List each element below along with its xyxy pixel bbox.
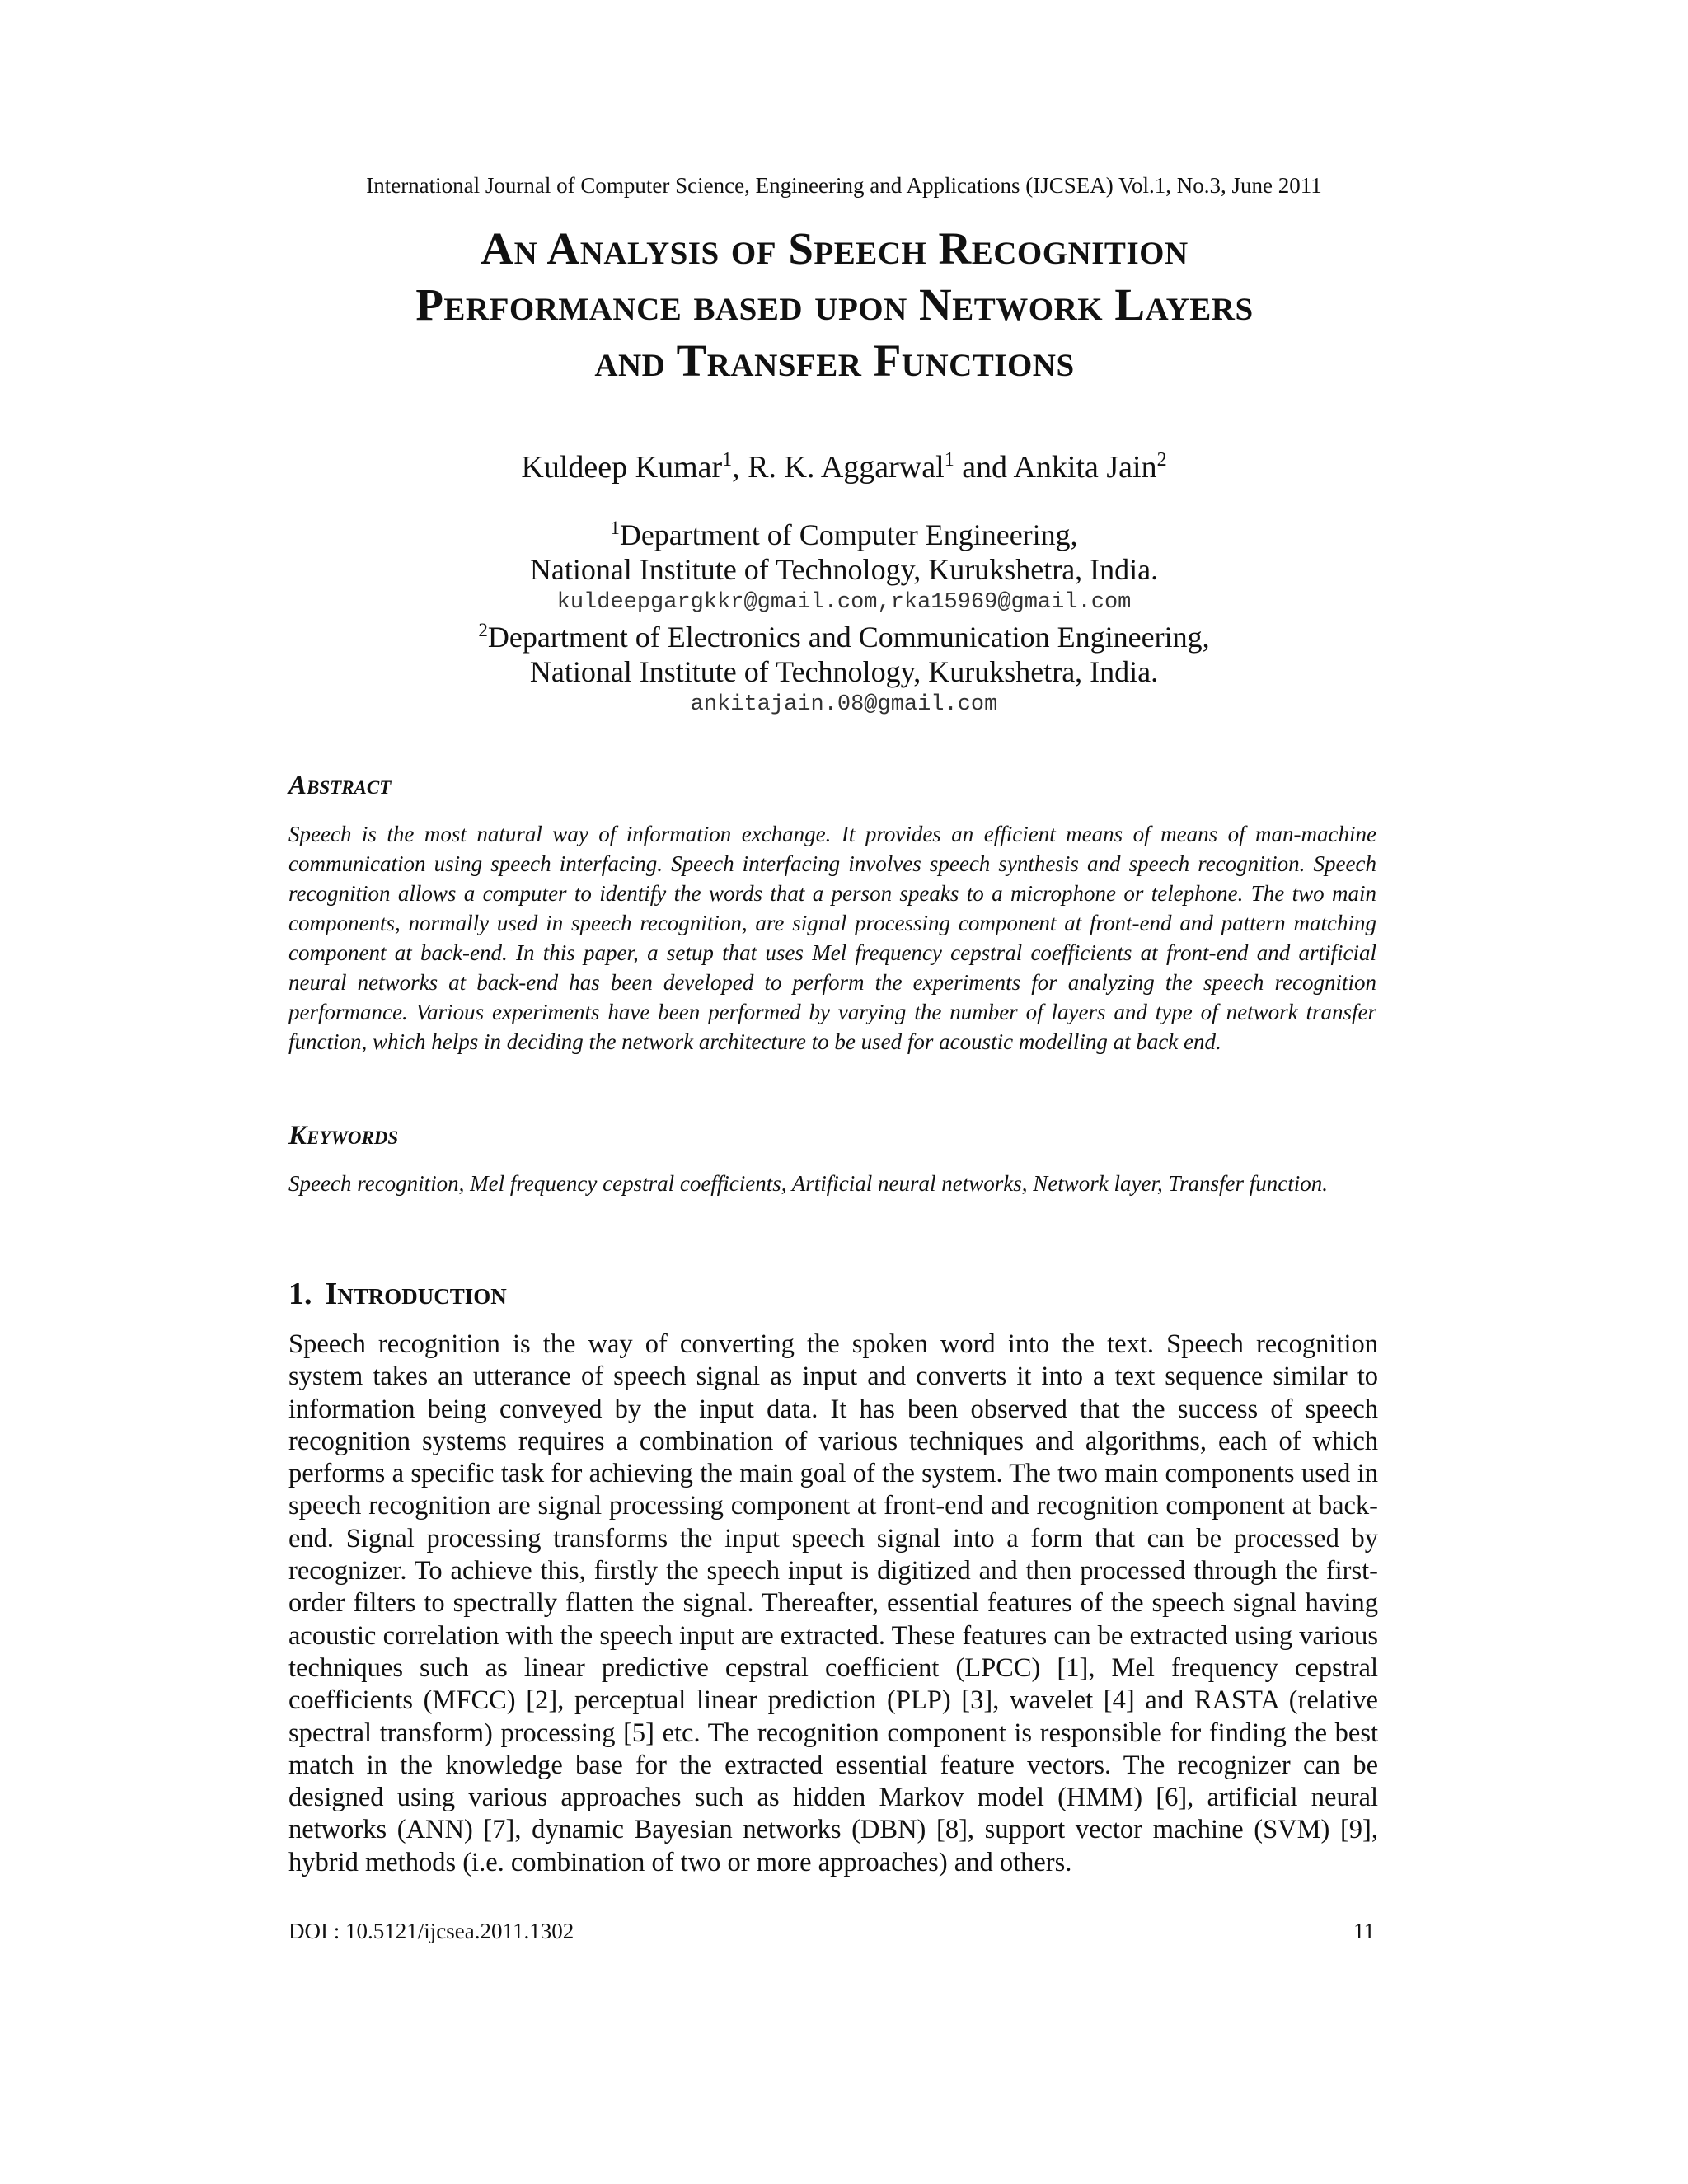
section-number: 1.	[288, 1277, 312, 1311]
paper-title	[247, 221, 1422, 389]
keywords-text: Speech recognition, Mel frequency cepstral coefficients, Artificial neural networks, Network layer, Transfer function.	[288, 1171, 1329, 1196]
author-name: R. K. Aggarwal	[748, 450, 945, 485]
journal-running-header: International Journal of Computer Science, Engineering and Applications (IJCSEA) Vol.1, No.3, June 2011	[366, 173, 1322, 198]
title-line-1: An Analysis of Speech Recognition	[481, 223, 1189, 274]
author-separator: and	[954, 450, 1014, 485]
author-affiliation-mark: 2	[1156, 449, 1167, 471]
affiliation-department: $^1$Department of Computer Engineering,	[610, 518, 1078, 551]
affiliation-1	[0, 518, 1688, 618]
affiliation-2	[0, 620, 1688, 720]
introduction-paragraph: Speech recognition is the way of converting the spoken word into the text. Speech recognition system takes an utterance of speech signal as input and converts it into a text sequence similar to information being conveyed by the input data. It has been observed that the success of speech recognition systems requires a combination of various techniques and algorithms, each of which performs a specific task for achieving the main goal of the system. The two main components used in speech recognition are signal processing component at front-end and recognition component at back-end. Signal processing transforms the input speech signal into a form that can be processed by recognizer. To achieve this, firstly the speech input is digitized and then processed through the first-order filters to spectrally flatten the signal. Thereafter, essential features of the speech signal having acoustic correlation with the speech input are extracted. These features can be extracted using various techniques such as linear predictive cepstral coefficient (LPCC) [1], Mel frequency cepstral coefficients (MFCC) [2], perceptual linear prediction (PLP) [3], wavelet [4] and RASTA (relative spectral transform) processing [5] etc. The recognition component is responsible for finding the best match in the knowledge base for the extracted essential feature vectors. The recognizer can be designed using various approaches such as hidden Markov model (HMM) [6], artificial neural networks (ANN) [7], dynamic Bayesian networks (DBN) [8], support vector machine (SVM) [9], hybrid methods (i.e. combination of two or more approaches) and others.	[288, 1329, 1378, 1877]
section-heading-introduction	[288, 1276, 507, 1312]
title-line-3: and Transfer Functions	[594, 335, 1075, 386]
author-emails[interactable]: ankitajain.08@gmail.com	[690, 692, 998, 717]
affiliation-department: $^2$Department of Electronics and Communication Engineering,	[478, 620, 1210, 654]
author-list	[0, 449, 1688, 485]
author-name: Ankita Jain	[1013, 450, 1157, 485]
page-number: 11	[1353, 1919, 1375, 1943]
abstract-heading: Abstract	[288, 771, 392, 800]
author-name: Kuldeep Kumar	[521, 450, 723, 485]
affiliation-mark: 2	[478, 620, 488, 640]
section-title: Introduction	[325, 1277, 507, 1311]
affiliation-mark: 1	[610, 518, 620, 538]
author-affiliation-mark: 1	[944, 449, 954, 471]
abstract-text: Speech is the most natural way of information exchange. It provides an efficient means of means of man-machine communication using speech interfacing. Speech interfacing involves speech synthesis and speech recognition. Speech recognition allows a computer to identify the words that a person speaks to a microphone or telephone. The two main components, normally used in speech recognition, are signal processing component at front-end and pattern matching component at back-end. In this paper, a setup that uses Mel frequency cepstral coefficients at front-end and artificial neural networks at back-end has been developed to perform the experiments for analyzing the speech recognition performance. Various experiments have been performed by varying the number of layers and type of network transfer function, which helps in deciding the network architecture to be used for acoustic modelling at back end.	[288, 822, 1376, 1054]
title-line-2: Performance based upon Network Layers	[415, 279, 1254, 330]
author-emails[interactable]: kuldeepgargkkr@gmail.com,rka15969@gmail.com	[556, 590, 1132, 615]
affiliation-institute: National Institute of Technology, Kurukshetra, India.	[529, 655, 1159, 688]
author-separator: ,	[732, 450, 748, 485]
keywords-heading: Keywords	[288, 1121, 399, 1151]
doi-footer: DOI : 10.5121/ijcsea.2011.1302	[288, 1919, 574, 1943]
affiliation-institute: National Institute of Technology, Kurukshetra, India.	[529, 553, 1159, 586]
author-affiliation-mark: 1	[722, 449, 733, 471]
